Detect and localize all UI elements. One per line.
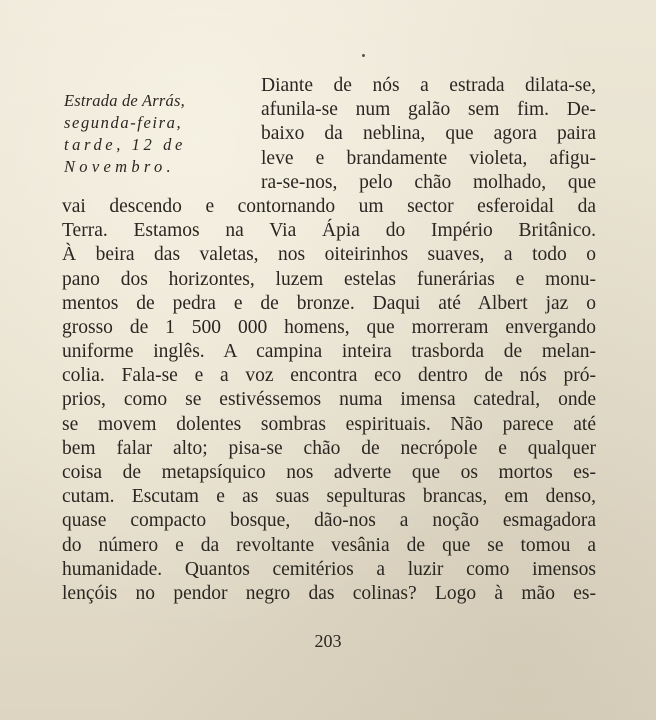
paper-speck — [362, 54, 365, 57]
text-line: leve e brandamente violeta, afigu- — [261, 147, 596, 169]
body-paragraph — [62, 74, 596, 606]
text-line: prios, como se estivéssemos numa imensa catedral, onde — [62, 389, 596, 411]
text-line: humanidade. Quantos cemitérios a luzir como imensos — [62, 558, 596, 580]
margin-note-line: tarde, 12 de — [64, 135, 186, 154]
text-line: baixo da neblina, que agora paira — [261, 123, 596, 145]
margin-note-line: Novembro. — [64, 157, 175, 176]
text-line: afunila-se num galão sem fim. De- — [261, 99, 596, 121]
margin-note-line: segunda-feira, — [64, 113, 183, 132]
text-line: do número e da revoltante vesânia de que se tomou a — [62, 534, 596, 556]
text-line: quase compacto bosque, dão-nos a noção esmagadora — [62, 510, 596, 532]
margin-note-line: Estrada de Arrás, — [64, 91, 185, 110]
text-line: bem falar alto; pisa-se chão de necrópole e qualquer — [62, 437, 596, 459]
text-line: grosso de 1 500 000 homens, que morreram envergando — [62, 316, 596, 338]
page-number: 203 — [314, 631, 342, 651]
text-line: pano dos horizontes, luzem estelas funerárias e monu- — [62, 268, 596, 290]
text-line: uniforme inglês. A campina inteira trasborda de melan- — [62, 341, 596, 363]
text-line: coisa de metapsíquico nos adverte que os mortos es- — [62, 462, 596, 483]
text-line: vai descendo e contornando um sector esferoidal da — [62, 195, 596, 217]
text-line: ra-se-nos, pelo chão molhado, que — [261, 171, 596, 193]
text-line: cutam. Escutam e as suas sepulturas brancas, em denso, — [62, 486, 596, 508]
text-line: Terra. Estamos na Via Ápia do Império Britânico. — [62, 220, 596, 242]
text-line: se movem dolentes sombras espirituais. Não parece até — [62, 413, 596, 435]
text-line: mentos de pedra e de bronze. Daqui até Albert jaz o — [62, 292, 596, 314]
text-line: lençóis no pendor negro das colinas? Logo à mão es- — [62, 582, 596, 604]
text-line: À beira das valetas, nos oiteirinhos suaves, a todo o — [62, 244, 596, 266]
text-line: colia. Fala-se e a voz encontra eco dentro de nós pró- — [62, 365, 596, 387]
text-line: Diante de nós a estrada dilata-se, — [261, 75, 596, 96]
